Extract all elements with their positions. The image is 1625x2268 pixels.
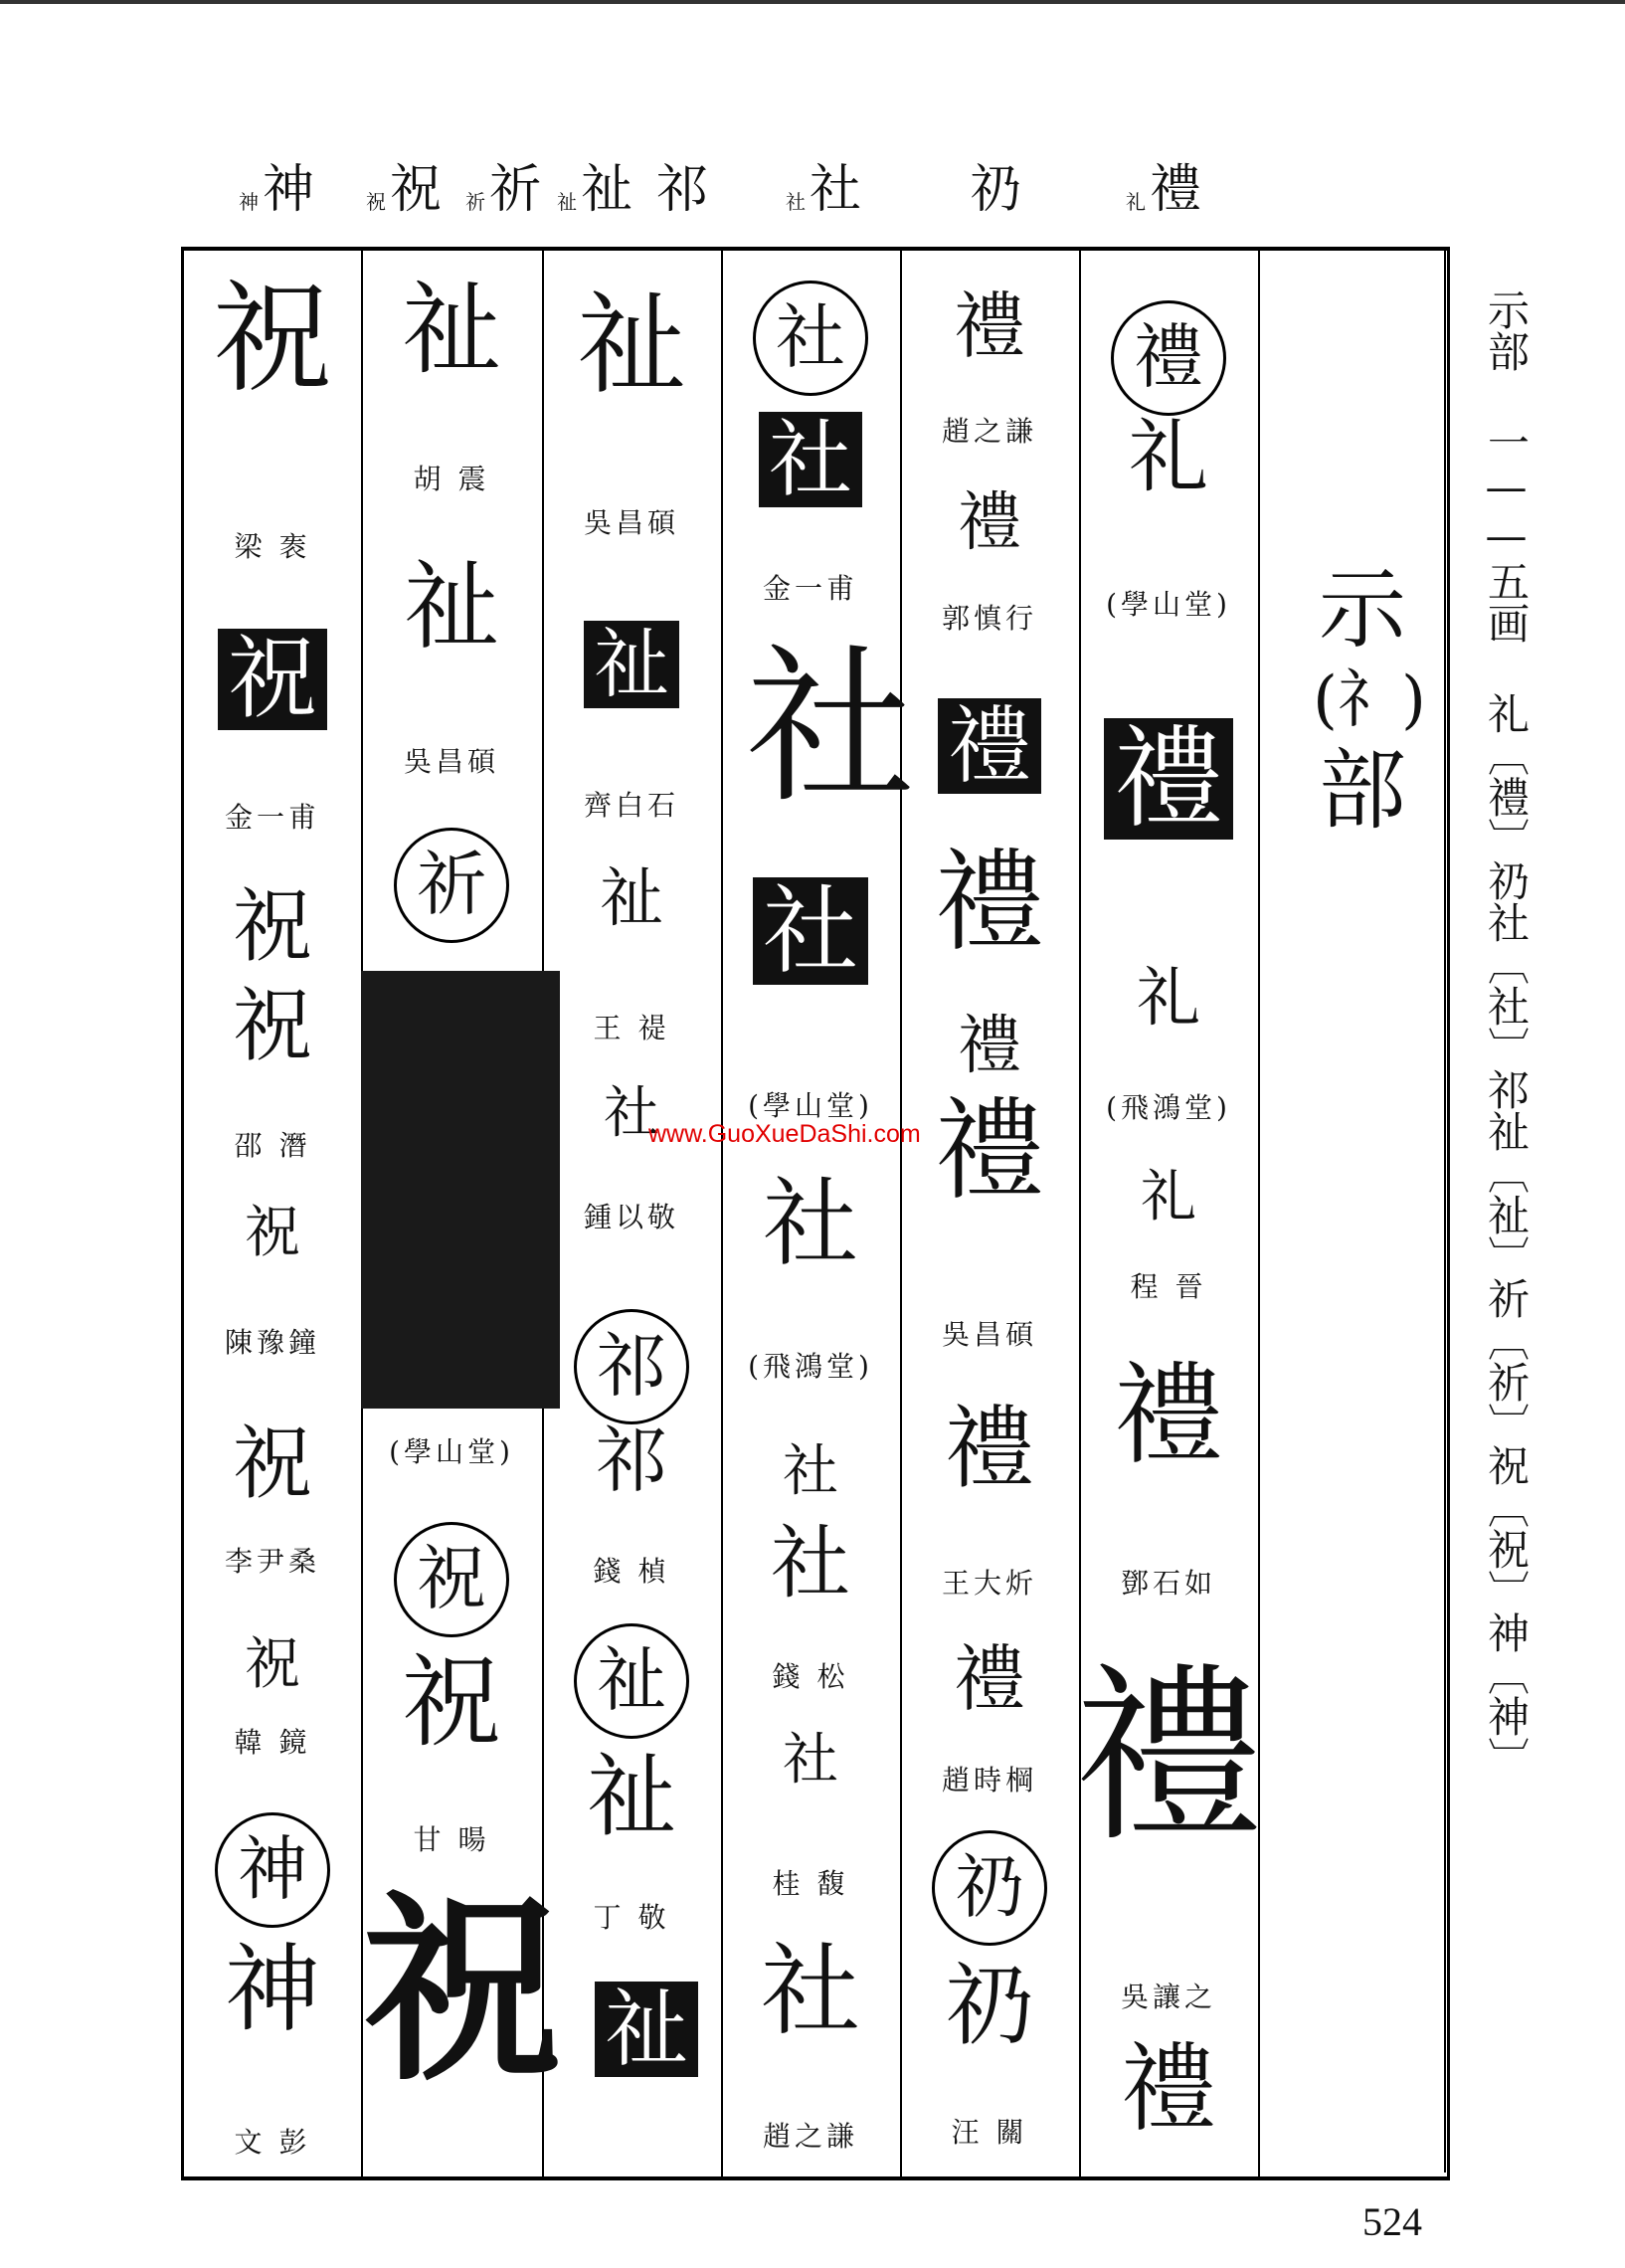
- seal-glyph: 祝: [245, 1201, 300, 1265]
- seal-caption: 邵 潛: [234, 1129, 311, 1162]
- watermark-url: www.GuoXueDaShi.com: [648, 1120, 921, 1148]
- header-main: 社: [810, 160, 862, 220]
- header-reng: [970, 160, 1022, 220]
- seal-glyph: 禮: [900, 698, 1079, 794]
- seal-caption: 王大炘: [941, 1567, 1037, 1600]
- seal-glyph: 社: [763, 1168, 858, 1279]
- seal-caption: 金一甫: [762, 572, 858, 605]
- header-qi-pray: [465, 160, 542, 220]
- radical-title-top: 示: [1318, 558, 1406, 661]
- seal-glyph: 禮: [945, 1397, 1034, 1501]
- seal-caption: 王 禔: [593, 1012, 670, 1044]
- seal-glyph: 祉: [542, 1623, 721, 1739]
- column-divider: [1258, 251, 1260, 2176]
- header-main: 祉: [581, 160, 633, 220]
- seal-glyph: 礼: [1129, 411, 1208, 503]
- header-small: 祉: [557, 190, 577, 214]
- header-small: 祈: [465, 190, 485, 214]
- header-small: 神: [239, 190, 259, 214]
- seal-caption: 李尹桑: [224, 1545, 320, 1578]
- seal-glyph: 社: [604, 1081, 659, 1146]
- seal-glyph: 社: [783, 1439, 838, 1504]
- seal-glyph: 祝: [213, 271, 332, 409]
- header-she: [786, 160, 862, 220]
- seal-glyph: 祝: [184, 629, 361, 730]
- seal-glyph: 神: [225, 1934, 320, 2045]
- seal-glyph: 祉: [600, 862, 663, 936]
- seal-glyph: 祝: [233, 880, 312, 973]
- radical-title-paren: (礻): [1313, 662, 1426, 737]
- header-main: 礽: [970, 160, 1022, 220]
- header-main: 禮: [1150, 160, 1202, 220]
- seal-glyph: 祝: [362, 1874, 562, 2108]
- seal-caption: (學山堂): [1106, 588, 1231, 621]
- seal-caption: 郭慎行: [941, 602, 1037, 635]
- header-zhi: [557, 160, 633, 220]
- seal-glyph: 禮: [1121, 2033, 1216, 2145]
- seal-caption: 甘 暘: [413, 1823, 490, 1856]
- seal-glyph: 禮: [1073, 1647, 1263, 1867]
- seal-caption: 鍾以敬: [583, 1201, 679, 1233]
- seal-caption: 汪 關: [951, 2116, 1028, 2149]
- seal-glyph: 社: [745, 630, 915, 827]
- seal-glyph: 祉: [587, 1745, 676, 1849]
- header-main: 祝: [390, 160, 443, 220]
- seal-glyph: 祝: [402, 1644, 501, 1761]
- seal-glyph: 禮: [953, 284, 1025, 368]
- seal-table: [181, 247, 1450, 2180]
- seal-glyph: 祉: [542, 621, 721, 708]
- seal-glyph: 祝: [233, 1418, 312, 1510]
- seal-glyph: 社: [721, 877, 900, 985]
- seal-glyph: 禮: [958, 1010, 1021, 1083]
- seal-glyph: 禮: [958, 486, 1021, 560]
- seal-caption: 吳昌碩: [403, 745, 499, 778]
- seal-glyph: 禮: [935, 839, 1044, 966]
- seal-caption: 趙之謙: [762, 2120, 858, 2153]
- seal-caption: 丁 敬: [593, 1901, 670, 1934]
- seal-caption: 程 晉: [1130, 1270, 1207, 1303]
- seal-glyph: 禮: [953, 1637, 1025, 1721]
- header-small: 祝: [366, 190, 386, 214]
- seal-glyph: 社: [771, 1517, 850, 1609]
- seal-caption: (飛鴻堂): [1106, 1091, 1231, 1124]
- seal-glyph: 祝: [245, 1632, 300, 1697]
- seal-caption: 桂 馥: [772, 1867, 849, 1900]
- seal-caption: (學山堂): [748, 1089, 873, 1122]
- seal-glyph: 祁: [542, 1309, 721, 1424]
- seal-caption: 錢 楨: [593, 1555, 670, 1588]
- seal-glyph: 禮: [1114, 1352, 1223, 1479]
- seal-glyph: 礼: [1137, 962, 1200, 1036]
- top-rule: [0, 0, 1625, 4]
- seal-glyph: 社: [783, 1728, 838, 1793]
- seal-glyph: 礽: [900, 1830, 1079, 1946]
- header-shen: [239, 160, 315, 220]
- rubbing-image: [361, 971, 560, 1409]
- seal-caption: 趙時棡: [941, 1764, 1037, 1796]
- seal-glyph: 神: [184, 1812, 361, 1928]
- seal-glyph: 祉: [577, 282, 686, 409]
- seal-glyph: 祉: [587, 1982, 706, 2077]
- seal-glyph: 禮: [1079, 300, 1258, 416]
- seal-glyph: 社: [721, 281, 900, 396]
- seal-caption: 齊白石: [583, 789, 679, 822]
- seal-caption: 胡 震: [413, 463, 490, 495]
- seal-glyph: 祝: [361, 1522, 542, 1637]
- seal-caption: 吳昌碩: [941, 1318, 1037, 1351]
- seal-caption: 文 彭: [234, 2126, 311, 2159]
- header-main: 祈: [489, 160, 542, 220]
- header-small: 礼: [1126, 190, 1146, 214]
- margin-index: 示部 一——五画 礼〔禮〕礽社〔社〕祁祉〔祉〕祈〔祈〕祝〔祝〕神〔神〕: [1482, 288, 1531, 1779]
- seal-caption: (飛鴻堂): [748, 1350, 873, 1383]
- margin-rule: [1444, 247, 1446, 2173]
- seal-caption: 金一甫: [224, 801, 320, 834]
- seal-glyph: 礼: [1141, 1165, 1196, 1229]
- seal-glyph: 礽: [945, 1954, 1034, 2058]
- seal-caption: 鄧石如: [1120, 1567, 1216, 1600]
- seal-glyph: 禮: [935, 1087, 1044, 1215]
- header-small: 社: [786, 190, 806, 214]
- header-li: [1126, 160, 1202, 220]
- seal-caption: 趙之謙: [941, 415, 1037, 448]
- seal-caption: 韓 鏡: [234, 1726, 311, 1759]
- radical-title: [1313, 557, 1426, 844]
- character-header-row: [0, 160, 1625, 244]
- seal-glyph: 社: [721, 412, 900, 507]
- seal-glyph: 社: [761, 1933, 860, 2049]
- header-qi: [656, 160, 709, 220]
- seal-caption: 梁 袠: [234, 530, 311, 563]
- seal-caption: 吳昌碩: [583, 506, 679, 539]
- radical-title-bottom: 部: [1318, 739, 1406, 843]
- seal-glyph: 祈: [361, 828, 542, 943]
- header-main: 神: [263, 160, 315, 220]
- header-zhu: [366, 160, 443, 220]
- header-main: 祁: [656, 160, 709, 220]
- seal-glyph: 禮: [1079, 718, 1258, 840]
- seal-glyph: 祉: [402, 272, 501, 388]
- page-number: 524: [1362, 2199, 1422, 2244]
- seal-glyph: 祉: [404, 551, 499, 662]
- seal-caption: (學山堂): [389, 1435, 514, 1468]
- seal-caption: 吳讓之: [1120, 1981, 1216, 2013]
- seal-caption: 陳豫鐘: [224, 1326, 320, 1359]
- seal-glyph: 祁: [595, 1418, 667, 1502]
- seal-glyph: 祝: [233, 980, 312, 1072]
- seal-caption: 錢 松: [772, 1660, 849, 1693]
